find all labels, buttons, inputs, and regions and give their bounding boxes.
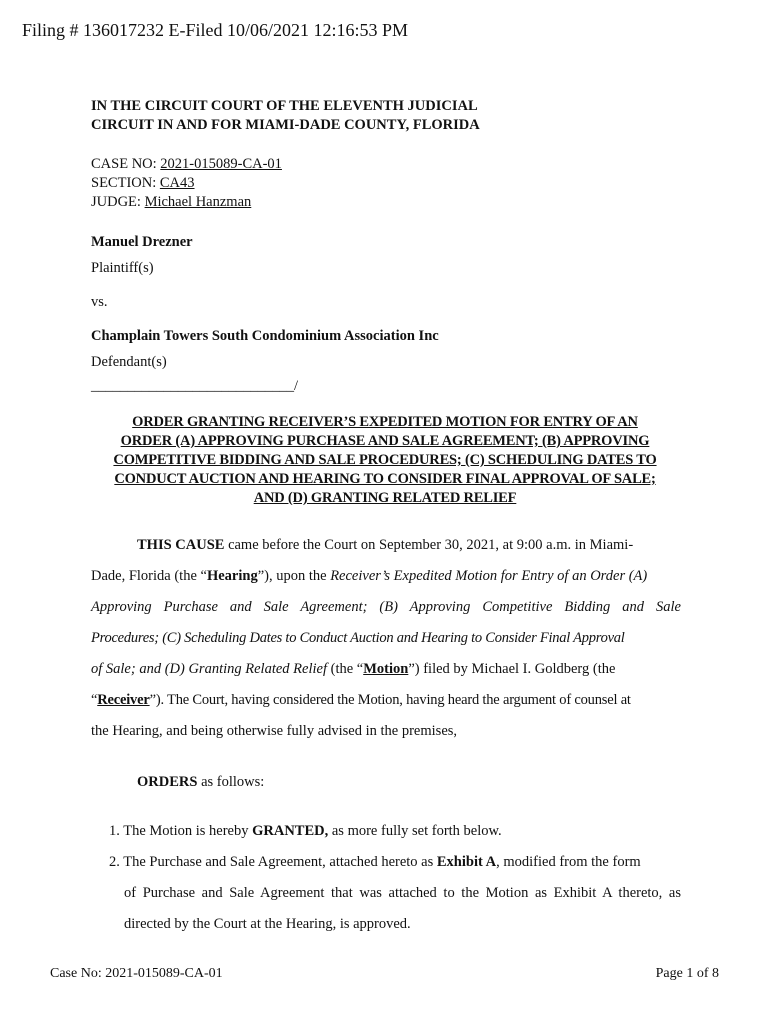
orders-heading: [91, 774, 681, 791]
paragraph-1-line-1-text: came before the Court on September 30, 2021, at 9:00 a.m. in Miami-: [224, 537, 634, 553]
item-1-granted: GRANTED,: [252, 823, 329, 839]
paragraph-1-line-4: Procedures; (C) Scheduling Dates to Conduct Auction and Hearing to Consider Final Approval: [91, 630, 625, 646]
case-number: 2021-015089-CA-01: [160, 156, 282, 172]
item-2-a: 2. The Purchase and Sale Agreement, attached hereto as: [109, 854, 437, 870]
order-title-line-2: ORDER (A) APPROVING PURCHASE AND SALE AGREEMENT; (B) APPROVING: [120, 433, 650, 449]
receiver-term: Receiver: [97, 692, 150, 708]
order-item-2-line-2: of Purchase and Sale Agreement that was attached to the Motion as Exhibit A thereto, as: [124, 885, 681, 901]
footer-case-number: Case No: 2021-015089-CA-01: [50, 966, 223, 981]
case-number-label: CASE NO:: [91, 156, 161, 172]
order-title-line-3: COMPETITIVE BIDDING AND SALE PROCEDURES; (C) SCHEDULING DATES TO: [113, 452, 657, 468]
order-title-line-1: ORDER GRANTING RECEIVER’S EXPEDITED MOTION FOR ENTRY OF AN: [132, 414, 638, 430]
paragraph-1-line-5: [91, 661, 681, 678]
order-item-2-line-3: directed by the Court at the Hearing, is approved.: [124, 916, 411, 932]
p1-line5-italic: of Sale; and (D) Granting Related Relief: [91, 661, 327, 677]
judge-name: Michael Hanzman: [144, 194, 252, 210]
orders-lead: ORDERS: [137, 774, 198, 790]
p1-line2-a: Dade, Florida (the “: [91, 568, 207, 584]
plaintiff-role: Plaintiff(s): [91, 260, 154, 276]
p1-line6-b: ”). The Court, having considered the Motion, having heard the argument of counsel at: [149, 692, 631, 708]
filing-stamp: Filing # 136017232 E-Filed 10/06/2021 12:16:53 PM: [22, 20, 409, 40]
versus: vs.: [91, 294, 108, 310]
p1-line5-a: (the “: [326, 661, 364, 677]
paragraph-1-line-2: [91, 568, 681, 585]
plaintiff-name: Manuel Drezner: [91, 234, 193, 250]
order-title-line-5: AND (D) GRANTING RELATED RELIEF: [253, 490, 517, 506]
paragraph-1-line-3: Approving Purchase and Sale Agreement; (B) Approving Competitive Bidding and Sale: [91, 599, 681, 615]
paragraph-1-line-1: [91, 537, 681, 554]
order-title-line-4: CONDUCT AUCTION AND HEARING TO CONSIDER FINAL APPROVAL OF SALE;: [114, 471, 656, 487]
paragraph-1-line-6: [91, 692, 681, 709]
item-1-c: as more fully set forth below.: [328, 823, 502, 839]
court-heading-line-2: CIRCUIT IN AND FOR MIAMI-DADE COUNTY, FLORIDA: [91, 117, 480, 133]
p1-line2-b: ”), upon the: [257, 568, 331, 584]
defendant-name: Champlain Towers South Condominium Association Inc: [91, 328, 439, 344]
item-2-c: , modified from the form: [496, 854, 641, 870]
this-cause-lead: THIS CAUSE: [137, 537, 225, 553]
orders-rest: as follows:: [197, 774, 265, 790]
order-item-1: [109, 823, 681, 840]
motion-term: Motion: [363, 661, 409, 677]
p1-line6-a: “: [91, 692, 98, 708]
section-label: SECTION:: [91, 175, 160, 191]
item-1-a: 1. The Motion is hereby: [109, 823, 253, 839]
hearing-term: Hearing: [206, 568, 258, 584]
exhibit-a-term: Exhibit A: [436, 854, 497, 870]
section-value: CA43: [159, 175, 195, 191]
order-body: [91, 0, 681, 1024]
p1-line2-italic: Receiver’s Expedited Motion for Entry of an Order (A): [330, 568, 648, 584]
paragraph-1-line-7: the Hearing, and being otherwise fully advised in the premises,: [91, 723, 458, 739]
p1-line5-b: ”) filed by Michael I. Goldberg (the: [408, 661, 616, 677]
footer-page-number: Page 1 of 8: [655, 966, 719, 981]
signature-line: ____________________________/: [91, 378, 299, 394]
order-item-2-line-1: [109, 854, 681, 871]
judge-label: JUDGE:: [91, 194, 145, 210]
defendant-role: Defendant(s): [91, 354, 167, 370]
court-heading-line-1: IN THE CIRCUIT COURT OF THE ELEVENTH JUDICIAL: [91, 98, 478, 114]
